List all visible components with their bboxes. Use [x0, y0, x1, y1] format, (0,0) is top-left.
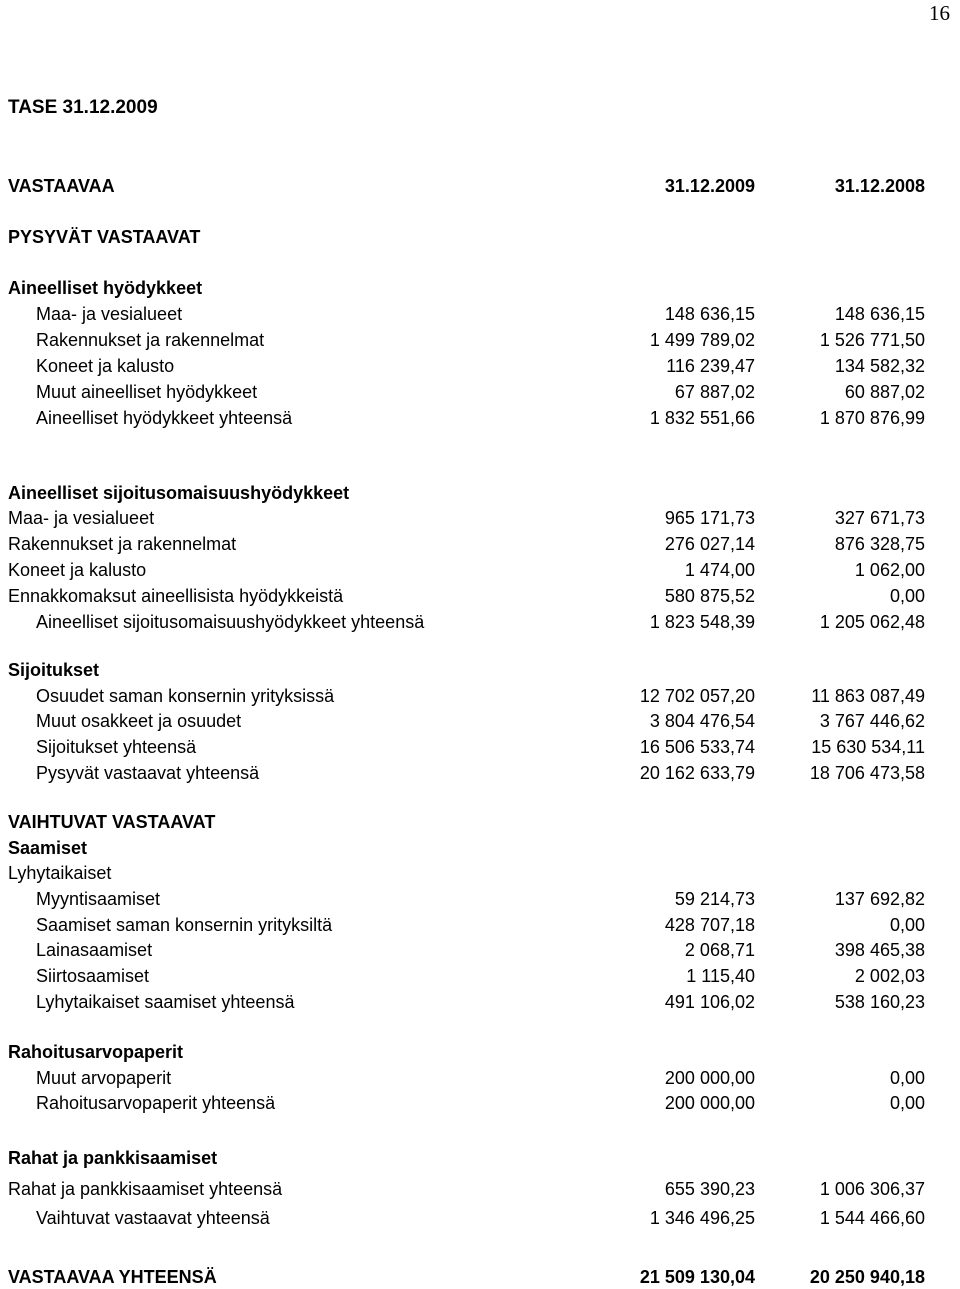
table-row: [0, 990, 960, 1014]
value-2009: 21 509 130,04: [639, 1267, 755, 1287]
table-row: [0, 810, 960, 834]
value-2008: 327 671,73: [834, 508, 925, 528]
table-row: [0, 887, 960, 911]
value-2009: 1 474,00: [684, 560, 755, 580]
value-2009: 20 162 633,79: [639, 763, 755, 783]
value-2009: 1 499 789,02: [649, 330, 755, 350]
row-label: Osuudet saman konsernin yrityksissä: [36, 686, 335, 706]
value-2008: 876 328,75: [834, 534, 925, 554]
table-row: [0, 938, 960, 962]
table-row: [0, 964, 960, 988]
table-row: [0, 658, 960, 682]
row-label: Saamiset saman konsernin yrityksiltä: [36, 915, 333, 935]
table-row: [0, 913, 960, 937]
table-header-row: [0, 174, 960, 198]
row-label: VAIHTUVAT VASTAAVAT: [8, 812, 216, 832]
value-2008: 0,00: [889, 915, 925, 935]
value-2008: 0,00: [889, 1068, 925, 1088]
value-2008: 137 692,82: [834, 889, 925, 909]
value-2008: 1 006 306,37: [819, 1179, 925, 1199]
value-2009: 59 214,73: [674, 889, 755, 909]
table-row: [0, 709, 960, 733]
row-label: Rakennukset ja rakennelmat: [36, 330, 265, 350]
value-2009: 1 346 496,25: [649, 1208, 755, 1228]
table-row: [0, 1040, 960, 1064]
value-2009: 965 171,73: [664, 508, 755, 528]
row-label: Koneet ja kalusto: [36, 356, 175, 376]
table-row: [0, 735, 960, 759]
row-label: Maa- ja vesialueet: [36, 304, 183, 324]
value-2008: 20 250 940,18: [809, 1267, 925, 1287]
document-title: TASE 31.12.2009: [8, 97, 158, 118]
value-2009: 200 000,00: [664, 1093, 755, 1113]
row-label: Aineelliset hyödykkeet: [8, 278, 203, 298]
value-2009: 580 875,52: [664, 586, 755, 606]
value-2008: 1 870 876,99: [819, 408, 925, 428]
table-row: [0, 328, 960, 352]
row-label: Lainasaamiset: [36, 940, 153, 960]
table-row: [0, 1091, 960, 1115]
table-row: [0, 276, 960, 300]
row-label: Sijoitukset: [8, 660, 100, 680]
value-2008: 2 002,03: [854, 966, 925, 986]
value-2008: 148 636,15: [834, 304, 925, 324]
value-2008: 134 582,32: [834, 356, 925, 376]
value-2009: 655 390,23: [664, 1179, 755, 1199]
row-label: Sijoitukset yhteensä: [36, 737, 197, 757]
value-2008: 1 544 466,60: [819, 1208, 925, 1228]
row-label: Pysyvät vastaavat yhteensä: [36, 763, 260, 783]
value-2009: 148 636,15: [664, 304, 755, 324]
table-row: [0, 861, 960, 885]
row-label: PYSYVÄT VASTAAVAT: [8, 227, 201, 247]
row-label: Muut aineelliset hyödykkeet: [36, 382, 258, 402]
page-number: 16: [929, 1, 950, 25]
table-row: [0, 302, 960, 326]
row-label: Rahat ja pankkisaamiset yhteensä: [8, 1179, 283, 1199]
table-row: [0, 558, 960, 582]
row-label: Muut arvopaperit: [36, 1068, 172, 1088]
value-2009: 116 239,47: [666, 356, 755, 376]
table-row: [0, 225, 960, 249]
value-2009: 200 000,00: [664, 1068, 755, 1088]
row-label: Rahoitusarvopaperit: [8, 1042, 184, 1062]
row-label: Saamiset: [8, 838, 88, 858]
row-label: Aineelliset hyödykkeet yhteensä: [36, 408, 293, 428]
value-2009: 1 115,40: [686, 966, 755, 986]
table-row: [0, 684, 960, 708]
row-label: Muut osakkeet ja osuudet: [36, 711, 242, 731]
value-2009: 1 832 551,66: [649, 408, 755, 428]
table-row: [0, 1146, 960, 1170]
table-row: [0, 380, 960, 404]
table-row: [0, 1066, 960, 1090]
value-2008: 398 465,38: [834, 940, 925, 960]
row-label: Maa- ja vesialueet: [8, 508, 155, 528]
table-row: [0, 1265, 960, 1289]
row-label: Myyntisaamiset: [36, 889, 161, 909]
table-row: [0, 610, 960, 634]
value-2008: 1 062,00: [854, 560, 925, 580]
row-label: Aineelliset sijoitusomaisuushyödykkeet yhteensä: [36, 612, 425, 632]
row-label: Siirtosaamiset: [36, 966, 150, 986]
value-2008: 1 205 062,48: [819, 612, 925, 632]
table-row: [0, 406, 960, 430]
value-2008: 0,00: [889, 1093, 925, 1113]
table-row: [0, 506, 960, 530]
row-label: Aineelliset sijoitusomaisuushyödykkeet: [8, 483, 350, 503]
row-label: VASTAAVAA YHTEENSÄ: [8, 1267, 217, 1287]
value-2009: 428 707,18: [664, 915, 755, 935]
table-row: [0, 761, 960, 785]
row-label: Rakennukset ja rakennelmat: [8, 534, 237, 554]
header-col-2008: 31.12.2008: [834, 176, 925, 196]
value-2008: 0,00: [889, 586, 925, 606]
value-2008: 18 706 473,58: [809, 763, 925, 783]
header-col-2009: 31.12.2009: [664, 176, 755, 196]
table-row: [0, 836, 960, 860]
table-row: [0, 1177, 960, 1201]
row-label: Koneet ja kalusto: [8, 560, 147, 580]
value-2009: 16 506 533,74: [639, 737, 755, 757]
value-2009: 276 027,14: [664, 534, 755, 554]
table-row: [0, 354, 960, 378]
value-2009: 1 823 548,39: [649, 612, 755, 632]
value-2009: 491 106,02: [664, 992, 755, 1012]
value-2008: 60 887,02: [844, 382, 925, 402]
row-label: Rahoitusarvopaperit yhteensä: [36, 1093, 276, 1113]
row-label: Lyhytaikaiset: [8, 863, 112, 883]
value-2008: 11 863 087,49: [811, 686, 925, 706]
table-row: [0, 584, 960, 608]
value-2009: 2 068,71: [684, 940, 755, 960]
row-label: Rahat ja pankkisaamiset: [8, 1148, 218, 1168]
value-2008: 538 160,23: [834, 992, 925, 1012]
table-row: [0, 481, 960, 505]
table-row: [0, 1206, 960, 1230]
value-2009: 67 887,02: [674, 382, 755, 402]
row-label: Lyhytaikaiset saamiset yhteensä: [36, 992, 295, 1012]
table-row: [0, 532, 960, 556]
value-2009: 3 804 476,54: [649, 711, 755, 731]
row-label: Vaihtuvat vastaavat yhteensä: [36, 1208, 270, 1228]
header-label: VASTAAVAA: [8, 176, 115, 196]
value-2009: 12 702 057,20: [639, 686, 755, 706]
row-label: Ennakkomaksut aineellisista hyödykkeistä: [8, 586, 344, 606]
value-2008: 1 526 771,50: [819, 330, 925, 350]
value-2008: 15 630 534,11: [811, 737, 925, 757]
value-2008: 3 767 446,62: [819, 711, 925, 731]
